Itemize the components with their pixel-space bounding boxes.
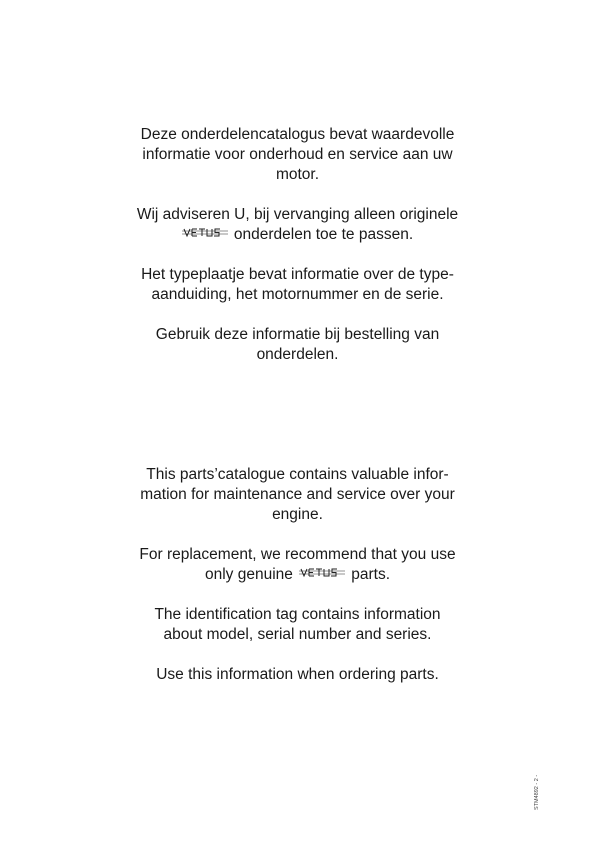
text-segment: parts. — [351, 566, 390, 583]
text-line: motor. — [275, 166, 320, 183]
text-line: Use this information when ordering parts. — [156, 666, 439, 683]
text-line: aanduiding, het motornummer en de serie. — [151, 286, 444, 303]
text-line: Wij adviseren U, bij vervanging alleen originele — [136, 206, 459, 223]
text-segment: onderdelen toe te passen. — [233, 226, 414, 243]
english-paragraph-identification — [0, 605, 595, 645]
dutch-paragraph-typeplate — [0, 265, 595, 305]
text-line: onderdelen. — [256, 346, 339, 363]
text-line-with-logo — [0, 565, 595, 585]
text-line: mation for maintenance and service over your — [140, 486, 455, 503]
dutch-paragraph-usage — [0, 325, 595, 365]
dutch-intro-section — [0, 125, 595, 185]
text-line-with-logo — [0, 225, 595, 245]
dutch-typeplate-section — [0, 265, 595, 305]
text-line: The identification tag contains information — [154, 606, 441, 623]
text-line: about model, serial number and series. — [163, 626, 432, 643]
english-recommendation-section — [0, 545, 595, 585]
text-line: engine. — [272, 506, 323, 523]
english-intro-section — [0, 465, 595, 525]
english-paragraph-contents — [0, 465, 595, 525]
english-usage-section — [0, 665, 595, 685]
vetus-logo-icon — [182, 227, 228, 238]
english-paragraph-recommendation — [0, 545, 595, 585]
text-line: For replacement, we recommend that you use — [139, 546, 456, 563]
english-paragraph-usage — [0, 665, 595, 685]
dutch-paragraph-contents — [0, 125, 595, 185]
dutch-usage-section — [0, 325, 595, 365]
text-line: Deze onderdelencatalogus bevat waardevolle — [140, 126, 455, 143]
vetus-logo-icon — [299, 567, 345, 578]
text-line: This parts’catalogue contains valuable infor- — [146, 466, 449, 483]
text-line: informatie voor onderhoud en service aan uw — [142, 146, 453, 163]
text-line: Het typeplaatje bevat informatie over de type- — [141, 266, 454, 283]
document-code: STM4892 - 2 - — [534, 774, 540, 810]
text-line: Gebruik deze informatie bij bestelling van — [155, 326, 440, 343]
dutch-recommendation-section — [0, 205, 595, 245]
dutch-paragraph-recommendation — [0, 205, 595, 245]
text-segment: only genuine — [205, 566, 293, 583]
english-identification-section — [0, 605, 595, 645]
